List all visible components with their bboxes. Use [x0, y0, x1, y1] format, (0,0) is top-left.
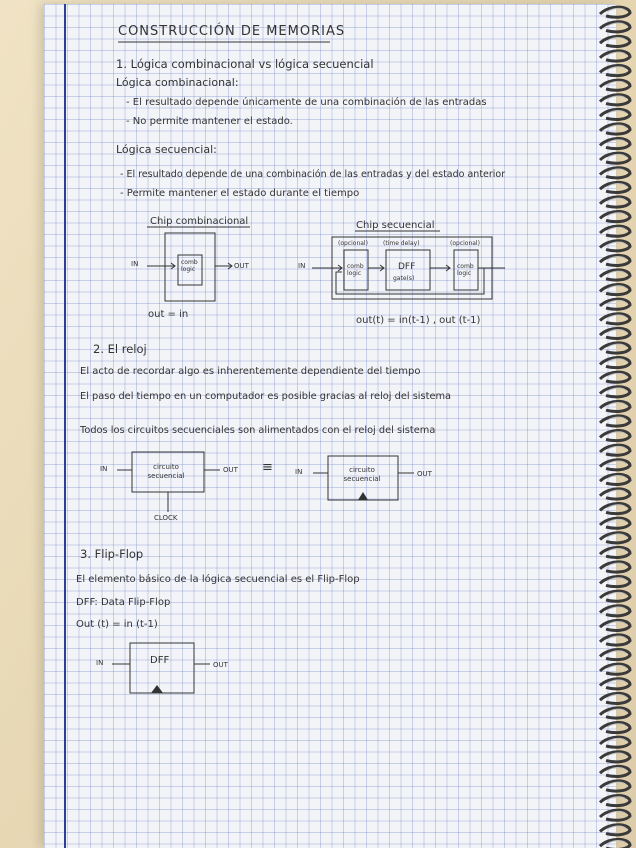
d3-dff-label: DFF	[150, 655, 170, 666]
reloj-line-1: El acto de recordar algo es inherentemente dependiente del tiempo	[80, 366, 421, 377]
comb-label: Lógica combinacional:	[116, 76, 239, 89]
d3-clock-triangle	[151, 685, 163, 693]
d2-box-left-label: circuito secuencial	[147, 463, 185, 480]
d2-in-left: IN	[100, 465, 108, 473]
comb-logic-box	[178, 255, 202, 285]
d2-out-right: OUT	[417, 470, 432, 478]
comb-out-label: OUT	[234, 262, 249, 270]
seq-equation: out(t) = in(t-1) , out (t-1)	[356, 315, 481, 326]
reloj-line-2: El paso del tiempo en un computador es posible gracias al reloj del sistema	[80, 391, 452, 402]
comb-equation: out = in	[148, 309, 189, 320]
d3-dff-box	[130, 643, 194, 693]
comb-chip-outer	[165, 233, 215, 301]
d2-in-right: IN	[295, 468, 303, 476]
dff-box	[386, 250, 430, 290]
d2-out-left: OUT	[223, 466, 238, 474]
d2-clock-triangle	[358, 492, 368, 500]
ff-line-2: DFF: Data Flip-Flop	[76, 597, 171, 608]
d3-out-label: OUT	[213, 661, 228, 669]
comb-point-2: - No permite mantener el estado.	[126, 116, 293, 127]
comb-box-b-label: comb logic	[457, 263, 474, 277]
gates-label: gate(s)	[393, 275, 415, 282]
ff-line-1: El elemento básico de la lógica secuencial es el Flip-Flop	[76, 574, 360, 585]
seq-point-2: - Permite mantener el estado durante el tiempo	[120, 188, 360, 199]
section-3-heading: 3. Flip-Flop	[80, 547, 144, 561]
d3-in-label: IN	[96, 659, 104, 667]
d2-box-right-label: circuito secuencial	[343, 466, 381, 483]
seq-chip-title: Chip secuencial	[356, 220, 435, 231]
comb-box-a	[344, 250, 368, 290]
reloj-line-3: Todos los circuitos secuenciales son alimentados con el reloj del sistema	[80, 425, 436, 436]
page-title: CONSTRUCCIÓN DE MEMORIAS	[118, 24, 346, 39]
comb-in-label: IN	[131, 260, 139, 268]
opcional-2: (opcional)	[450, 240, 480, 247]
seq-in-label: IN	[298, 262, 306, 270]
seq-label: Lógica secuencial:	[116, 143, 217, 156]
equiv-symbol: ≡	[262, 460, 273, 475]
dff-label: DFF	[398, 262, 416, 272]
comb-chip-title: Chip combinacional	[150, 216, 249, 227]
ff-line-3: Out (t) = in (t-1)	[76, 619, 158, 630]
section-1-heading: 1. Lógica combinacional vs lógica secuencial	[116, 57, 374, 71]
comb-box-a-label: comb logic	[347, 263, 364, 277]
section-2-heading: 2. El reloj	[93, 342, 147, 356]
seq-point-1: - El resultado depende de una combinación de las entradas y del estado anterior	[120, 169, 506, 180]
opcional-1: (opcional)	[338, 240, 368, 247]
d2-box-left	[132, 452, 204, 492]
clock-label: CLOCK	[154, 514, 178, 522]
comb-point-1: - El resultado depende únicamente de una combinación de las entradas	[126, 97, 487, 108]
comb-box-b	[454, 250, 478, 290]
comb-box-label: comb logic	[181, 259, 198, 273]
time-delay-label: (time delay)	[383, 240, 420, 247]
